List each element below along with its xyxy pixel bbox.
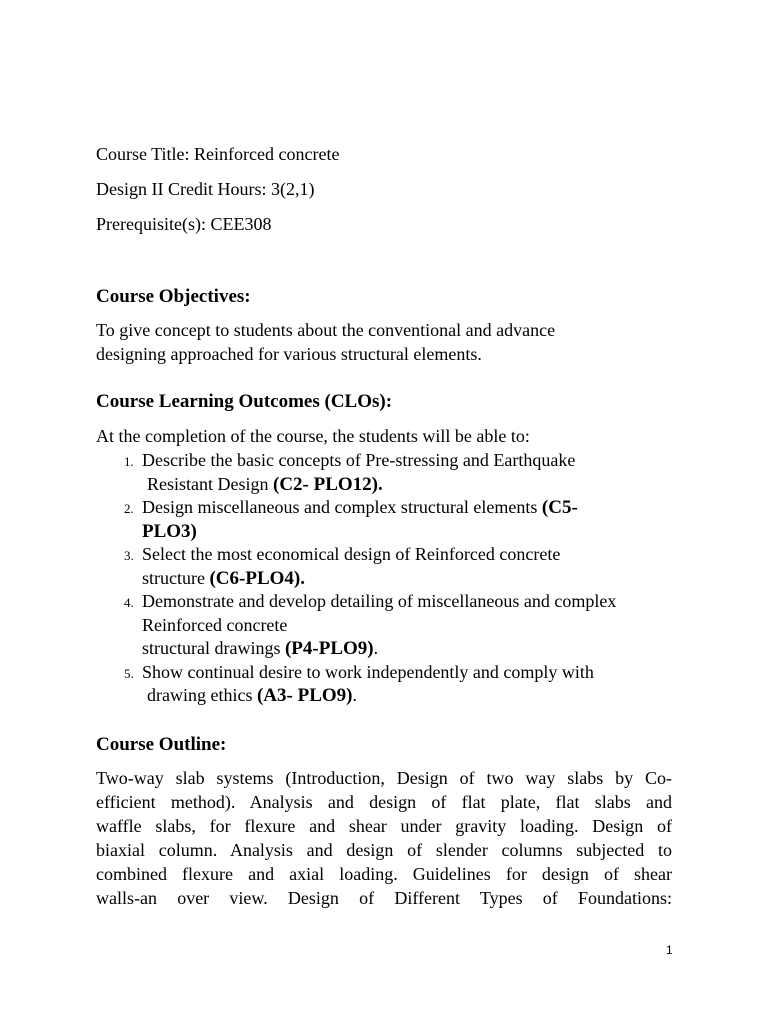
clo-text: Select the most economical design of Reinforced concrete	[142, 544, 561, 564]
outline-line: Two-way slab systems (Introduction, Design of two way slabs by Co-	[96, 768, 672, 788]
clo-text: Demonstrate and develop detailing of miscellaneous and complex	[142, 591, 617, 611]
clos-intro: At the completion of the course, the students will be able to:	[96, 426, 530, 446]
outline-line: combined flexure and axial loading. Guidelines for design of shear	[96, 864, 672, 884]
clo-number: 3.	[124, 548, 134, 563]
prerequisite-line: Prerequisite(s): CEE308	[96, 214, 272, 234]
objectives-line-1: To give concept to students about the conventional and advance	[96, 320, 556, 340]
clo-tag-continuation: PLO3)	[142, 520, 197, 542]
page-number: 1	[666, 943, 673, 957]
clo-number: 2.	[124, 501, 134, 516]
course-objectives-heading: Course Objectives:	[96, 286, 251, 307]
course-outline-heading: Course Outline:	[96, 734, 227, 755]
clo-tag: (P4-PLO9)	[284, 638, 374, 659]
course-title-line: Course Title: Reinforced concrete	[96, 144, 340, 164]
clo-tag: (A3- PLO9)	[256, 685, 353, 706]
outline-line: waffle slabs, for flexure and shear under gravity loading. Design of	[96, 816, 672, 836]
clo-tag: (C6-PLO4).	[209, 567, 305, 589]
outline-line: walls-an over view. Design of Different Types of Foundations:	[96, 888, 672, 908]
clo-cont-text: structure	[142, 567, 210, 588]
clo-item-5	[96, 661, 676, 708]
clo-item-3	[96, 543, 676, 590]
clo-tag: (C5-	[541, 497, 578, 518]
clo-continuation: Reinforced concrete	[142, 614, 288, 635]
clo-text: Show continual desire to work independently and comply with	[142, 661, 594, 682]
objectives-line-2: designing approached for various structural elements.	[96, 344, 482, 364]
clo-continuation	[96, 684, 676, 708]
clo-tag-period: .	[373, 638, 379, 658]
clo-continuation	[96, 473, 676, 497]
clo-tag-period: .	[352, 685, 357, 705]
course-outline-paragraph	[96, 766, 672, 910]
clo-item-4	[96, 590, 676, 661]
clo-cont-text: drawing ethics	[147, 685, 257, 705]
outline-line: biaxial column. Analysis and design of slender columns subjected to	[96, 840, 672, 860]
clos-heading: Course Learning Outcomes (CLOs):	[96, 391, 393, 412]
design-credit-line: Design II Credit Hours: 3(2,1)	[96, 179, 315, 199]
clo-text: Describe the basic concepts of Pre-stressing and Earthquake	[142, 450, 576, 470]
clo-number: 4.	[124, 595, 134, 610]
clo-text-wrap	[96, 496, 676, 520]
clo-continuation	[96, 567, 676, 591]
clo-item-1	[96, 449, 676, 496]
clo-cont-text: structural drawings	[142, 638, 285, 658]
clo-item-2	[96, 496, 676, 543]
clos-list	[96, 449, 676, 708]
clo-number: 1.	[124, 454, 134, 469]
outline-line: efficient method). Analysis and design of flat plate, flat slabs and	[96, 792, 672, 812]
clo-cont-text: Resistant Design	[147, 473, 273, 494]
clo-continuation-2	[96, 637, 676, 661]
clo-number: 5.	[124, 665, 134, 681]
clo-text: Design miscellaneous and complex structural elements	[142, 497, 542, 517]
clo-tag: (C2- PLO12).	[273, 473, 383, 495]
